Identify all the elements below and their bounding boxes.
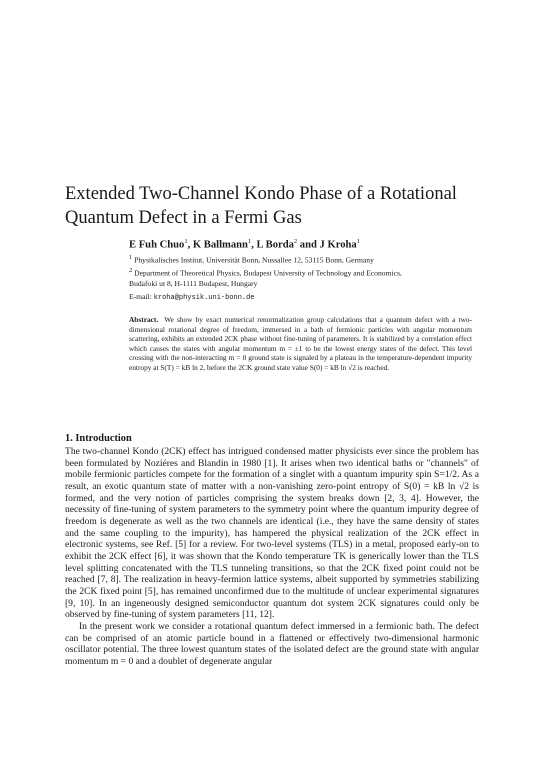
author-name: J Kroha	[319, 239, 357, 251]
email-address: kroha@physik.uni-bonn.de	[153, 294, 255, 302]
abstract	[129, 315, 472, 373]
affiliation-line	[129, 253, 489, 266]
abstract-text: We show by exact numerical renormalization group calculations that a quantum defect with a two-dimensional rotational degree of freedom, immersed in a bath of fermionic particles with angular momentum scattering, exhibits an extended 2CK phase without fine-tuning of parameters. It is stabilized by a correlation effect which causes the states with angular momentum m = ±1 to be the lowest energy states of the defect. This level crossing with the non-interacting m = 0 ground state is signaled by a plateau in the temperature-dependent impurity entropy at S(T) = kB ln 2, before the 2CK ground state value S(0) = kB ln √2 is reached.	[129, 315, 472, 372]
author-name: L Borda	[256, 239, 294, 251]
author-list	[129, 238, 489, 251]
author-affiliation-mark: 1	[356, 238, 360, 245]
affiliation-mark: 2	[129, 267, 133, 275]
affiliation-block	[129, 253, 489, 290]
author-separator: ,	[187, 239, 193, 251]
affiliation-text: Department of Theoretical Physics, Budapest University of Technology and Economics,	[134, 268, 402, 278]
email-line	[129, 292, 489, 302]
author-separator: ,	[251, 239, 257, 251]
author-separator: and	[297, 239, 320, 251]
affiliation-mark: 1	[129, 254, 133, 261]
email-label: E-mail:	[129, 292, 152, 301]
author-name: K Ballmann	[192, 239, 248, 251]
author-affiliation-mark: 1	[247, 238, 252, 245]
paragraph: The two-channel Kondo (2CK) effect has intrigued condensed matter physicists ever since the problem has been formulated by Noziéres and Blandin in 1980 [1]. It arises when two identical baths or "channels" of mobile fermionic particles compete for the formation of a singlet with a quantum impurity spin S=1/2. As a result, an exotic quantum state of matter with a non-vanishing zero-point entropy of S(0) = kB ln √2 is formed, and the very notion of particles comprising the system breaks down [2, 3, 4]. However, the necessity of fine-tuning of system parameters to the symmetry point where the quantum impurity degree of freedom is degenerate as well as the two channels are identical (i.e., they have the same density of states and the same coupling to the impurity), has hampered the physical realization of the 2CK effect in electronic systems, see Ref. [5] for a review. For two-level systems (TLS) in a metal, proposed early-on to exhibit the 2CK effect [6], it was shown that the Kondo temperature TK is generically lower than the TLS level splitting concatenated with the TLS tunneling transitions, so that the 2CK fixed point could not be reached [7, 8]. The realization in heavy-fermion lattice systems, albeit supported by symmetries stabilizing the 2CK fixed point [5], has remained unconfirmed due to the multitude of unclear experimental signatures [9, 10]. In an ingeneously designed semiconductor quantum dot system 2CK signatures could only be observed by fine-tuning of system parameters [11, 12].	[65, 446, 479, 621]
affiliation-line	[129, 279, 489, 290]
body-text	[65, 446, 479, 667]
affiliation-line	[129, 266, 489, 279]
affiliation-text: Physikalisches Institut, Universität Bonn, Nussallee 12, 53115 Bonn, Germany	[134, 255, 374, 265]
section-heading: 1. Introduction	[65, 433, 132, 444]
author-name: E Fuh Chuo	[129, 239, 185, 251]
author-affiliation-mark: 1	[184, 238, 188, 245]
affiliation-text: Budafoki ut 8, H-1111 Budapest, Hungary	[129, 279, 258, 289]
abstract-label: Abstract.	[129, 315, 159, 324]
paper-title: Extended Two-Channel Kondo Phase of a Rotational Quantum Defect in a Fermi Gas	[65, 184, 457, 228]
author-affiliation-mark: 2	[293, 238, 298, 245]
paragraph: In the present work we consider a rotational quantum defect immersed in a fermionic bath. The defect can be comprised of an atomic particle bound in a flattened or effectively two-dimensional harmonic oscillator potential. The three lowest quantum states of the isolated defect are the ground state with angular momentum m = 0 and a doublet of degenerate angular	[65, 620, 479, 667]
